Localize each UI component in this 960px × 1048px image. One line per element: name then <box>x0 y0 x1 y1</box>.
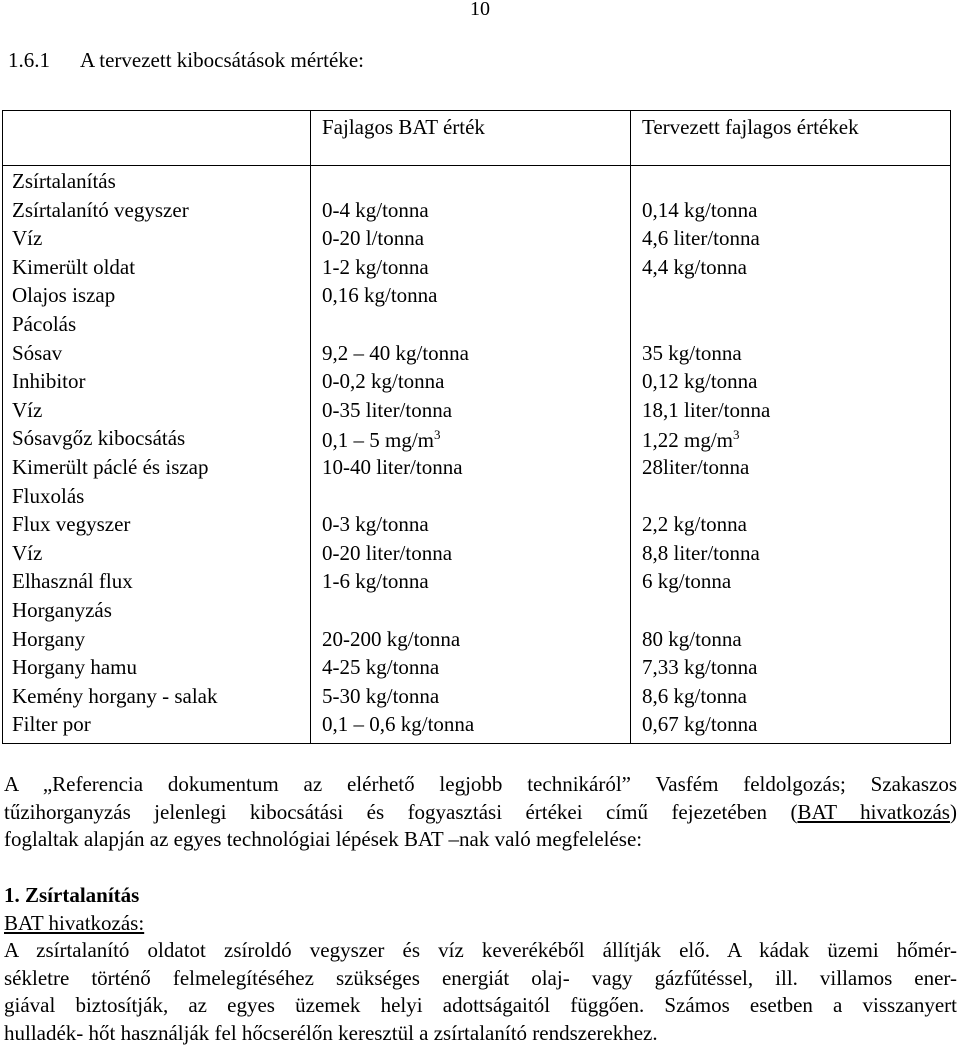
table-cell-planned-text: 8,6 kg/tonna <box>642 683 747 708</box>
table-cell-bat <box>322 457 463 478</box>
table-row-label-text: Pácolás <box>12 312 77 336</box>
table-cell-planned-text: 0,12 kg/tonna <box>642 369 758 394</box>
table-cell-planned <box>642 514 747 535</box>
table-row-label-text: Zsírtalanító vegyszer <box>12 197 189 222</box>
table-cell-bat <box>322 197 429 222</box>
table-cell-planned <box>642 714 758 735</box>
table-cell-bat <box>322 683 440 708</box>
table-row-label-text: Víz <box>12 226 43 251</box>
table-cell-bat <box>322 228 424 249</box>
section-number: 1.6.1 <box>8 48 50 72</box>
section2-block <box>4 882 957 1047</box>
table-row-label-text: Víz <box>12 540 43 565</box>
table-row-label-text: Kimerült páclé és iszap <box>12 455 209 479</box>
table-cell-bat <box>322 285 438 306</box>
table-cell-planned-text: 80 kg/tonna <box>642 626 742 651</box>
intro-paragraph <box>4 771 957 854</box>
body-line-2: sékletre történő felmelegítéséhez szükséges energiát olaj- vagy gázfűtéssel, ill. villamos ener- <box>4 965 957 990</box>
table-row-label <box>12 514 130 535</box>
table-cell-planned-text: 18,1 liter/tonna <box>642 397 771 422</box>
table-row-label <box>12 397 43 422</box>
table-row-label <box>12 428 185 449</box>
table-row-label <box>12 540 43 565</box>
table-cell-bat-text: 0,1 – 5 mg/m <box>322 428 435 453</box>
table-row-label <box>12 457 209 478</box>
table-cell-planned-text: 2,2 kg/tonna <box>642 512 747 537</box>
table-cell-bat-text: 0,1 – 0,6 kg/tonna <box>322 712 475 737</box>
table-row-label-text: Fluxolás <box>12 483 85 508</box>
table-row-label <box>12 483 85 508</box>
table-row-label-text: Inhibitor <box>12 369 86 394</box>
table-cell-bat <box>322 540 453 565</box>
table-cell-bat-text: 10-40 liter/tonna <box>322 455 463 479</box>
intro-line-1: A „Referencia dokumentum az elérhető legjobb technikáról” Vasfém feldolgozás; Szakaszos <box>4 772 957 796</box>
table-row-label <box>12 314 76 335</box>
table-row-label <box>12 600 112 621</box>
body-line-1: A zsírtalanító oldatot zsíroldó vegyszer és víz keverékéből állítják elő. A kádak üzemi hőmér- <box>4 938 957 962</box>
table-cell-bat-text: 1-2 kg/tonna <box>322 254 429 279</box>
table-row-label-text: Olajos iszap <box>12 283 116 308</box>
table-row-label-text: Víz <box>12 397 43 422</box>
table-cell-planned <box>642 340 742 365</box>
table-cell-bat <box>322 371 444 392</box>
table-cell-planned <box>642 428 740 451</box>
table-cell-planned-text: 0,67 kg/tonna <box>642 712 758 737</box>
section-title: A tervezett kibocsátások mértéke: <box>80 48 364 72</box>
table-cell-bat-text: 1-6 kg/tonna <box>322 569 429 594</box>
header-planned: Tervezett fajlagos értékek <box>642 115 859 139</box>
table-cell-bat-text: 9,2 – 40 kg/tonna <box>322 340 469 365</box>
table-cell-bat-superscript: 3 <box>434 427 441 443</box>
table-row-label <box>12 228 42 249</box>
table-row-label <box>12 714 91 735</box>
table-cell-planned <box>642 626 742 651</box>
table-cell-planned <box>642 540 760 565</box>
table-border-right <box>950 110 951 744</box>
table-cell-planned-text: 7,33 kg/tonna <box>642 655 758 680</box>
subsection-heading: 1. Zsírtalanítás <box>4 883 140 907</box>
table-cell-bat <box>322 254 429 279</box>
table-row-label-text: Flux vegyszer <box>12 512 131 537</box>
table-row-label <box>12 197 189 222</box>
table-cell-planned <box>642 228 760 249</box>
table-cell-bat-text: 0-4 kg/tonna <box>322 197 429 222</box>
table-cell-planned <box>642 571 731 592</box>
table-cell-planned <box>642 197 758 222</box>
table-cell-planned-superscript: 3 <box>733 427 740 443</box>
table-cell-planned-text: 8,8 liter/tonna <box>642 540 760 565</box>
section-heading <box>8 48 364 73</box>
table-row-label-text: Sósavgőz kibocsátás <box>12 426 186 451</box>
header-bat: Fajlagos BAT érték <box>322 115 485 139</box>
table-row-label <box>12 254 136 279</box>
table-col-divider-1 <box>310 110 311 744</box>
intro-line-2-close: ) <box>949 799 957 824</box>
table-row-label-text: Horganyzás <box>12 598 112 622</box>
table-row-label-text: Kimerült oldat <box>12 254 136 279</box>
table-cell-bat-text: 0-3 kg/tonna <box>322 512 429 537</box>
table-row-label <box>12 683 218 708</box>
table-cell-bat <box>322 571 429 592</box>
table-cell-bat-text: 0-35 liter/tonna <box>322 397 453 422</box>
table-cell-planned-text: 1,22 mg/m <box>642 428 734 453</box>
table-cell-bat <box>322 428 441 451</box>
table-border-bottom <box>2 743 951 744</box>
table-cell-bat-text: 0-20 l/tonna <box>322 226 425 251</box>
table-row-label <box>12 285 115 306</box>
table-cell-planned-text: 4,6 liter/tonna <box>642 226 760 251</box>
table-cell-bat <box>322 397 453 422</box>
table-border-left <box>2 110 3 744</box>
table-cell-planned <box>642 397 771 422</box>
table-row-label <box>12 626 86 651</box>
table-cell-bat-text: 20-200 kg/tonna <box>322 626 461 651</box>
table-cell-planned <box>642 254 747 279</box>
table-row-label-text: Sósav <box>12 340 63 365</box>
intro-line-2 <box>4 799 957 827</box>
table-cell-planned-text: 0,14 kg/tonna <box>642 197 758 222</box>
table-cell-planned <box>642 683 747 708</box>
table-cell-bat-text: 4-25 kg/tonna <box>322 655 440 680</box>
body-line-3: giával biztosítják, az egyes üzemek helyi adottságaitól függően. Számos esetben a visszanyert <box>4 993 957 1017</box>
table-cell-planned <box>642 457 749 478</box>
table-cell-bat <box>322 714 474 735</box>
table-cell-planned-text: 4,4 kg/tonna <box>642 254 747 279</box>
page-number: 10 <box>470 0 490 20</box>
table-cell-bat-text: 0-20 liter/tonna <box>322 540 453 565</box>
table-row-label-text: Filter por <box>12 712 91 737</box>
table-cell-bat <box>322 626 461 651</box>
table-cell-planned-text: 28liter/tonna <box>642 455 750 479</box>
table-cell-planned-text: 35 kg/tonna <box>642 340 742 365</box>
table-row-label-text: Horgany <box>12 626 86 651</box>
bat-reference-label[interactable]: BAT hivatkozás: <box>4 910 145 935</box>
table-row-label-text: Zsírtalanítás <box>12 169 116 193</box>
table-header-divider <box>2 165 951 166</box>
intro-line-3: foglaltak alapján az egyes technológiai lépések BAT –nak való megfelelése: <box>4 827 643 851</box>
body-line-4: hulladék- hőt használják fel hőcserélőn keresztül a zsírtalanító rendszerekhez. <box>4 1020 658 1045</box>
intro-line-2-text: tűzihorganyzás jelenlegi kibocsátási és fogyasztási értékei című fejezetében ( <box>4 799 798 824</box>
emissions-table <box>2 110 951 744</box>
table-row-label-text: Kemény horgany - salak <box>12 683 218 708</box>
table-row-label <box>12 657 137 678</box>
bat-reference-link[interactable]: BAT hivatkozás <box>797 799 950 824</box>
table-row-label <box>12 171 116 192</box>
table-row-label <box>12 340 63 365</box>
table-row-label-text: Elhasznál flux <box>12 569 133 594</box>
table-cell-bat <box>322 657 439 678</box>
table-cell-bat <box>322 340 469 365</box>
table-row-label <box>12 371 86 392</box>
table-row-label <box>12 571 133 592</box>
table-cell-bat-text: 0,16 kg/tonna <box>322 283 438 308</box>
table-border-top <box>2 110 951 111</box>
table-cell-planned <box>642 657 758 678</box>
table-cell-bat-text: 5-30 kg/tonna <box>322 683 440 708</box>
table-cell-planned <box>642 371 758 392</box>
table-col-divider-2 <box>630 110 631 744</box>
table-row-label-text: Horgany hamu <box>12 655 138 680</box>
table-cell-planned-text: 6 kg/tonna <box>642 569 732 594</box>
table-cell-bat-text: 0-0,2 kg/tonna <box>322 369 445 394</box>
table-cell-bat <box>322 514 429 535</box>
